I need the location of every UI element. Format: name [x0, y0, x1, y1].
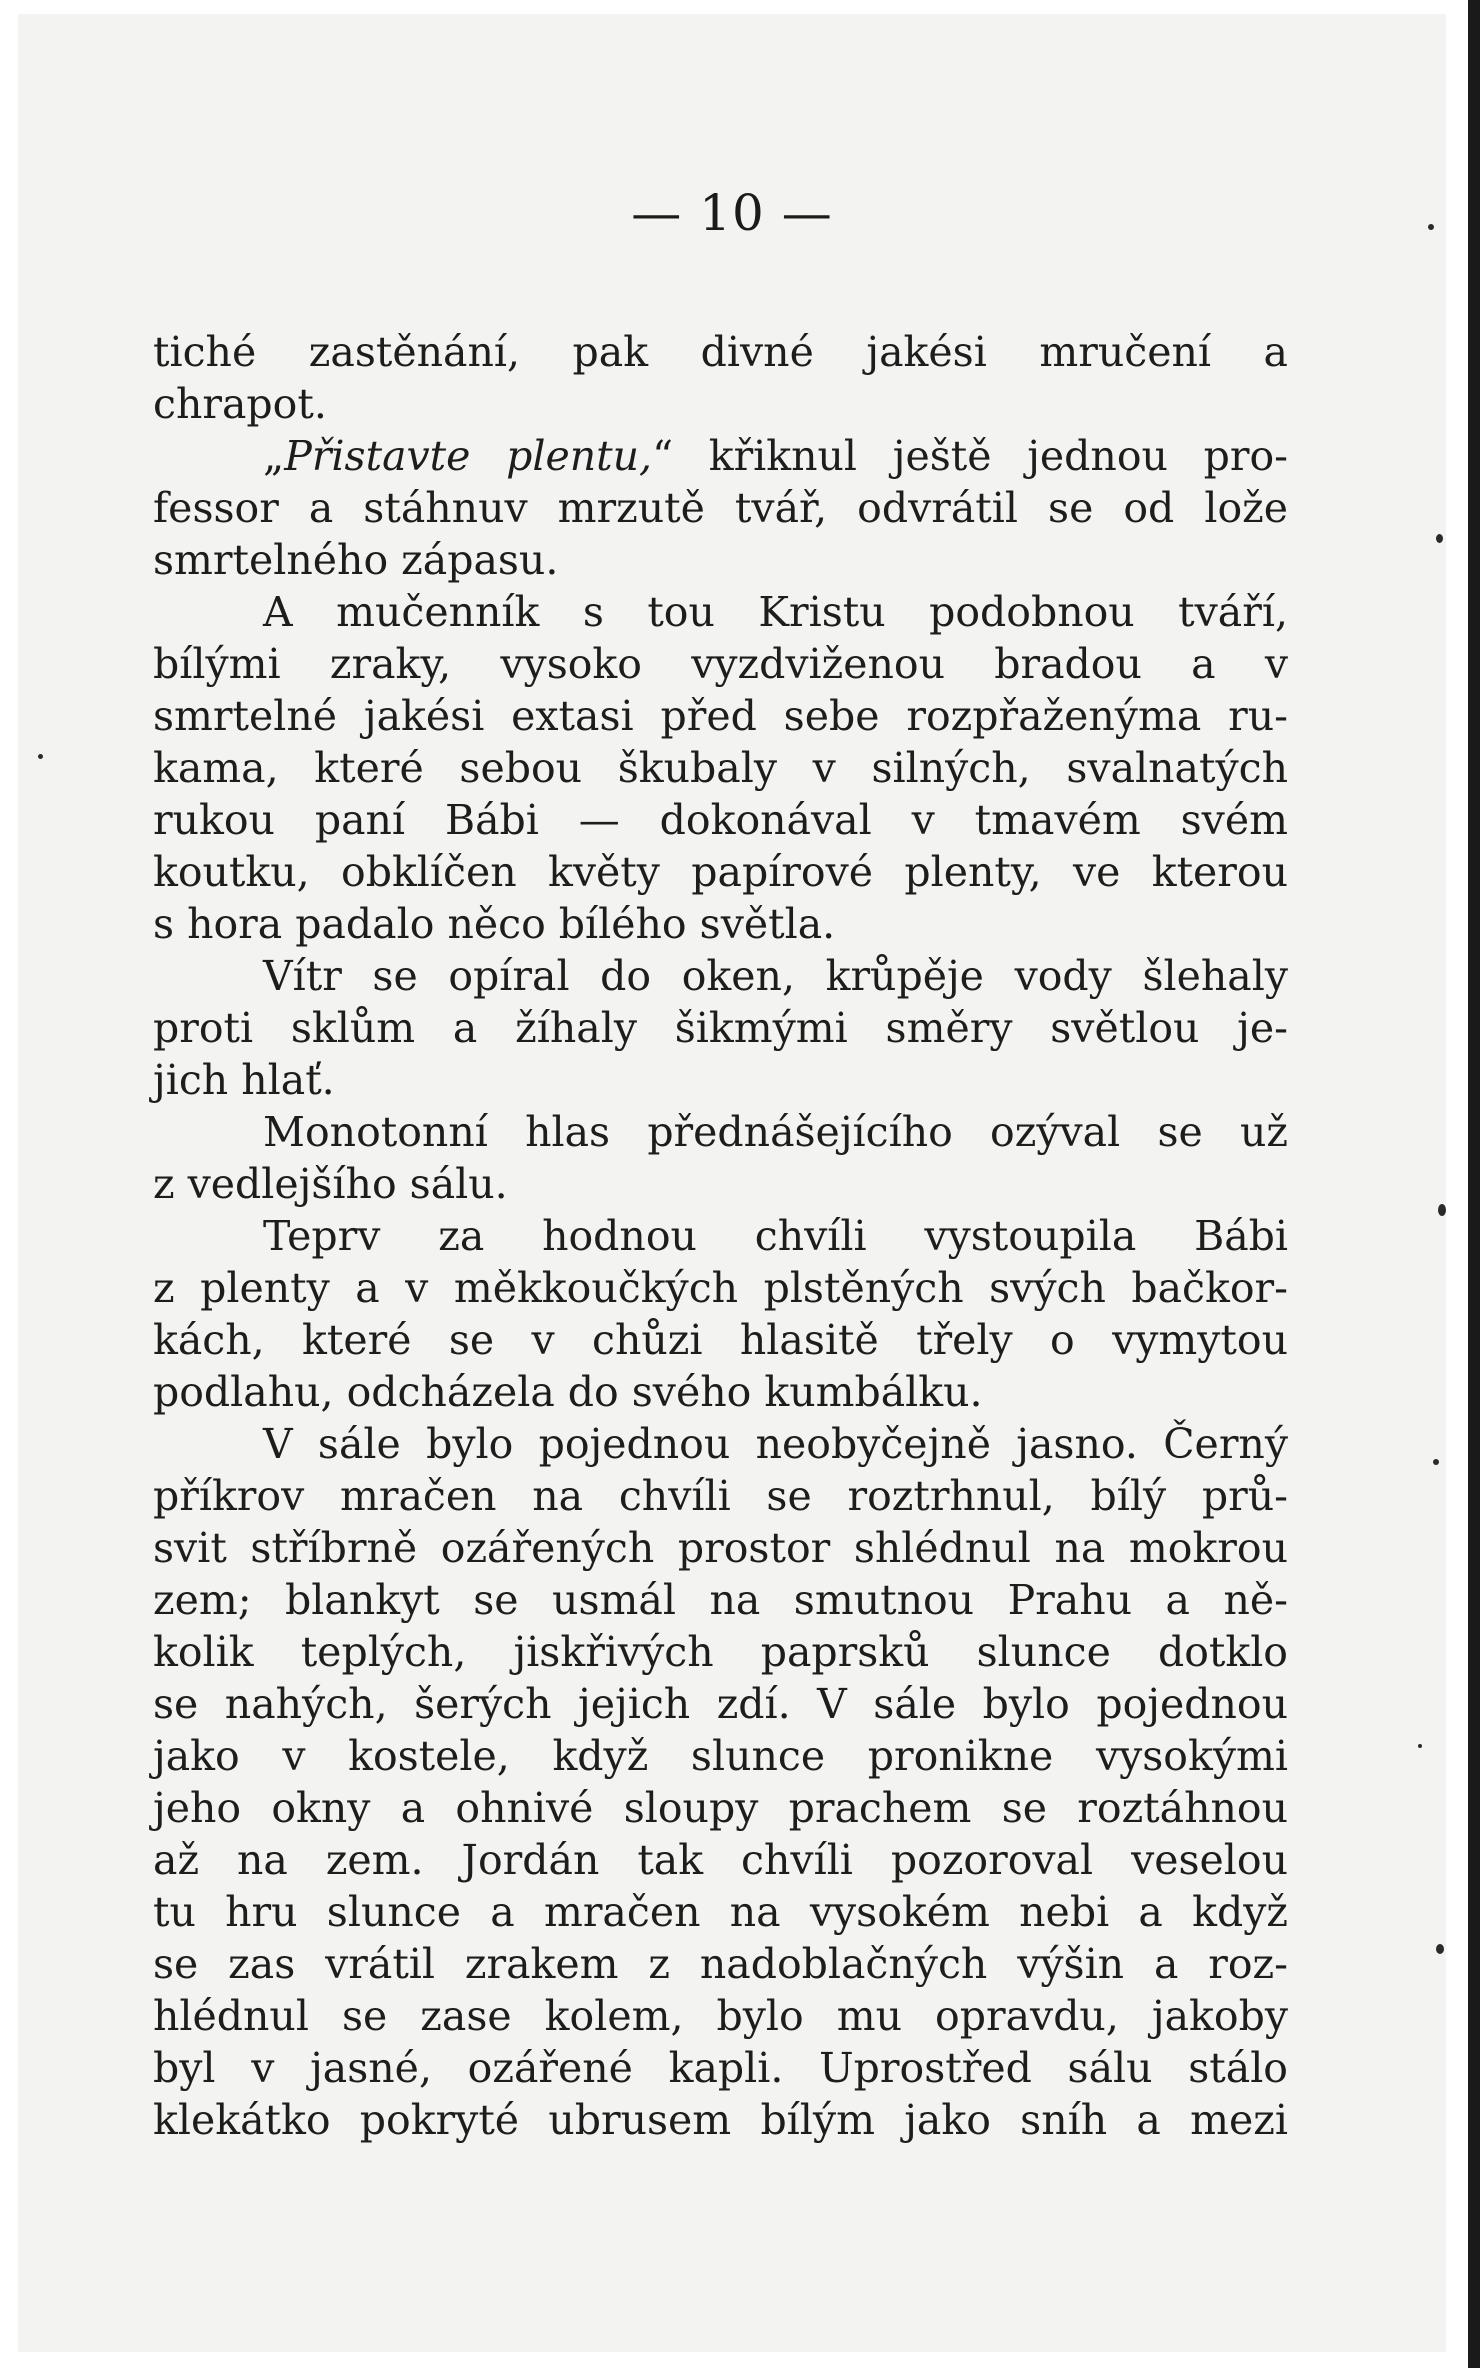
text-line: kama, které sebou škubaly v silných, svalnatých: [153, 744, 1288, 792]
text-line: rukou paní Bábi — dokonával v tmavém svém: [153, 796, 1288, 844]
text-line: tiché zastěnání, pak divné jakési mručení a: [153, 328, 1288, 376]
body-text: [153, 326, 1288, 2146]
text-line: smrtelného zápasu.: [153, 536, 559, 584]
text-line: tu hru slunce a mračen na vysokém nebi a když: [153, 1888, 1288, 1936]
paper-speck: [1436, 534, 1443, 543]
text-line: kolik teplých, jiskřivých paprsků slunce dotklo: [153, 1628, 1288, 1676]
text-line: až na zem. Jordán tak chvíli pozoroval veselou: [153, 1836, 1288, 1884]
text-line: byl v jasné, ozářené kapli. Uprostřed sálu stálo: [153, 2044, 1288, 2092]
text-line: fessor a stáhnuv mrzutě tvář, odvrátil se od lože: [153, 484, 1288, 532]
text-line: s hora padalo něco bílého světla.: [153, 900, 836, 948]
paper-speck: [1418, 1744, 1422, 1748]
text-line: podlahu, odcházela do svého kumbálku.: [153, 1368, 983, 1416]
paper-speck: [1436, 1944, 1444, 1954]
page-number: — 10 —: [631, 184, 833, 242]
text-line: klekátko pokryté ubrusem bílým jako sníh a mezi: [153, 2096, 1288, 2144]
text-line: hlédnul se zase kolem, bylo mu opravdu, jakoby: [153, 1992, 1288, 2040]
text-line: Monotonní hlas přednášejícího ozýval se už: [263, 1108, 1288, 1156]
text-line: A mučenník s tou Kristu podobnou tváří,: [263, 588, 1288, 636]
text-line: jich hlať.: [153, 1056, 335, 1104]
text-line: jako v kostele, když slunce pronikne vysokými: [153, 1732, 1288, 1780]
text-line: „Přistavte plentu,“ křiknul ještě jednou pro-: [263, 432, 1288, 480]
text-line: z plenty a v měkkoučkých plstěných svých bačkor-: [153, 1264, 1288, 1312]
text-line: z vedlejšího sálu.: [153, 1160, 508, 1208]
paper-speck: [1433, 1459, 1439, 1465]
text-line: Vítr se opíral do oken, krůpěje vody šlehaly: [263, 952, 1288, 1000]
paper-speck: [1438, 1204, 1446, 1216]
text-line: se zas vrátil zrakem z nadoblačných výšin a roz-: [153, 1940, 1288, 1988]
text-line: V sále bylo pojednou neobyčejně jasno. Černý: [263, 1420, 1288, 1468]
text-line: příkrov mračen na chvíli se roztrhnul, bílý prů-: [153, 1472, 1288, 1520]
book-page: [18, 14, 1446, 2352]
text-line: proti sklům a žíhaly šikmými směry světlou je-: [153, 1004, 1288, 1052]
text-line: bílými zraky, vysoko vyzdviženou bradou a v: [153, 640, 1288, 688]
text-line: zem; blankyt se usmál na smutnou Prahu a ně-: [153, 1576, 1288, 1624]
text-line: jeho okny a ohnivé sloupy prachem se roztáhnou: [153, 1784, 1288, 1832]
text-line: kách, které se v chůzi hlasitě třely o vymytou: [153, 1316, 1288, 1364]
text-line: Teprv za hodnou chvíli vystoupila Bábi: [263, 1212, 1288, 1260]
text-line: se nahých, šerých jejich zdí. V sále bylo pojednou: [153, 1680, 1288, 1728]
text-line: koutku, obklíčen květy papírové plenty, ve kterou: [153, 848, 1288, 896]
text-line: chrapot.: [153, 380, 327, 428]
text-line: svit stříbrně ozářených prostor shlédnul na mokrou: [153, 1524, 1288, 1572]
page-edge-shadow: [1468, 0, 1480, 2368]
text-line: smrtelné jakési extasi před sebe rozpřaženýma ru-: [153, 692, 1288, 740]
paper-speck: [1428, 224, 1434, 230]
paper-speck: [38, 754, 43, 759]
